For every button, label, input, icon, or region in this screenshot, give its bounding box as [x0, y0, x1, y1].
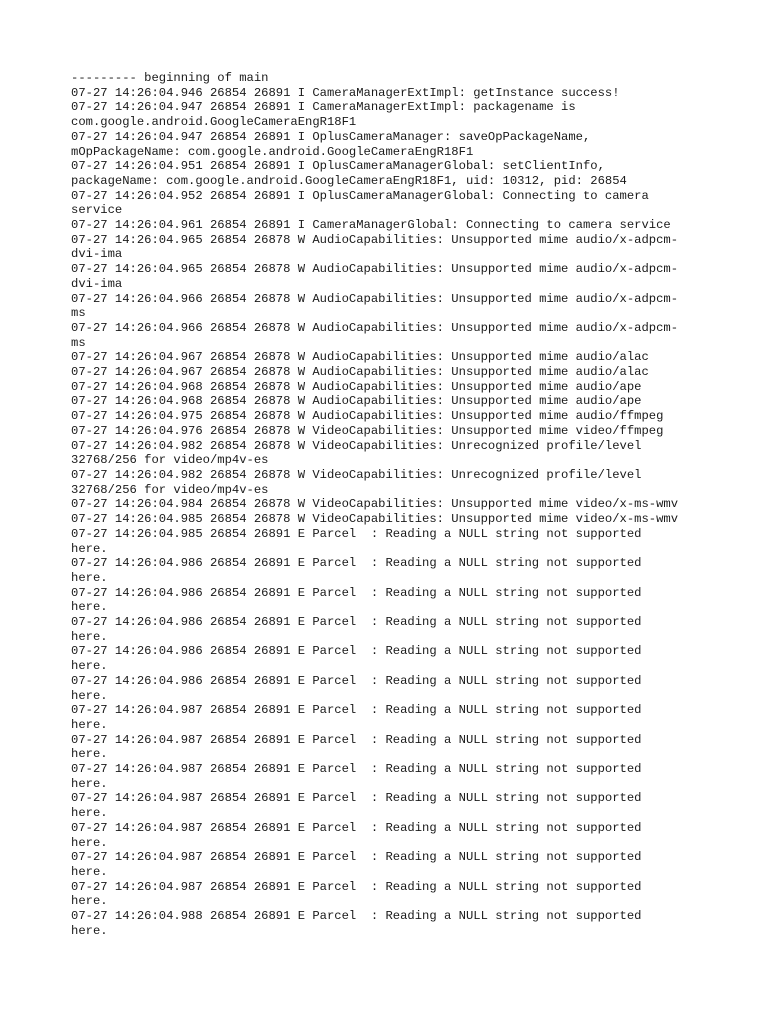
log-line: 07-27 14:26:04.976 26854 26878 W VideoCapabilities: Unsupported mime video/ffmpeg	[71, 423, 664, 438]
log-line: 07-27 14:26:04.951 26854 26891 I OplusCameraManagerGlobal: setClientInfo,	[71, 159, 605, 174]
log-line: here.	[71, 629, 108, 644]
log-line: here.	[71, 688, 108, 703]
log-line: 07-27 14:26:04.982 26854 26878 W VideoCapabilities: Unrecognized profile/level	[71, 438, 642, 453]
log-line: 07-27 14:26:04.967 26854 26878 W AudioCapabilities: Unsupported mime audio/alac	[71, 365, 649, 380]
log-line: 07-27 14:26:04.967 26854 26878 W AudioCapabilities: Unsupported mime audio/alac	[71, 350, 649, 365]
log-line: com.google.android.GoogleCameraEngR18F1	[71, 115, 357, 130]
log-line: 32768/256 for video/mp4v-es	[71, 482, 269, 497]
log-line: here.	[71, 894, 108, 909]
log-line: service	[71, 203, 123, 218]
log-line: 07-27 14:26:04.946 26854 26891 I CameraManagerExtImpl: getInstance success!	[71, 85, 620, 100]
log-line: --------- beginning of main	[71, 71, 269, 85]
log-line: ms	[71, 306, 86, 321]
log-line: 07-27 14:26:04.988 26854 26891 E Parcel : Reading a NULL string not supported	[71, 909, 642, 924]
log-line: 07-27 14:26:04.984 26854 26878 W VideoCapabilities: Unsupported mime video/x-ms-wmv	[71, 497, 679, 512]
log-line: mOpPackageName: com.google.android.GoogleCameraEngR18F1	[71, 144, 474, 159]
log-line: 07-27 14:26:04.986 26854 26891 E Parcel : Reading a NULL string not supported	[71, 585, 642, 600]
log-line: here.	[71, 570, 108, 585]
log-line: 07-27 14:26:04.987 26854 26891 E Parcel : Reading a NULL string not supported	[71, 762, 642, 777]
log-line: 07-27 14:26:04.982 26854 26878 W VideoCapabilities: Unrecognized profile/level	[71, 467, 642, 482]
log-line: 07-27 14:26:04.965 26854 26878 W AudioCapabilities: Unsupported mime audio/x-adpcm-	[71, 262, 679, 277]
log-line: here.	[71, 541, 108, 556]
log-line: 07-27 14:26:04.968 26854 26878 W AudioCapabilities: Unsupported mime audio/ape	[71, 394, 642, 409]
log-line: packageName: com.google.android.GoogleCameraEngR18F1, uid: 10312, pid: 26854	[71, 173, 627, 188]
log-line: 07-27 14:26:04.987 26854 26891 E Parcel : Reading a NULL string not supported	[71, 791, 642, 806]
log-line: 07-27 14:26:04.985 26854 26891 E Parcel : Reading a NULL string not supported	[71, 526, 642, 541]
log-line: here.	[71, 864, 108, 879]
log-line: 07-27 14:26:04.952 26854 26891 I OplusCameraManagerGlobal: Connecting to camera	[71, 188, 649, 203]
log-line: 07-27 14:26:04.986 26854 26891 E Parcel : Reading a NULL string not supported	[71, 644, 642, 659]
log-line: ms	[71, 335, 86, 350]
log-line: here.	[71, 659, 108, 674]
log-line: here.	[71, 717, 108, 732]
log-line: 07-27 14:26:04.975 26854 26878 W AudioCapabilities: Unsupported mime audio/ffmpeg	[71, 409, 664, 424]
log-line: 07-27 14:26:04.947 26854 26891 I OplusCameraManager: saveOpPackageName,	[71, 129, 591, 144]
log-line: here.	[71, 923, 108, 938]
log-line: 07-27 14:26:04.985 26854 26878 W VideoCapabilities: Unsupported mime video/x-ms-wmv	[71, 512, 679, 527]
log-line: here.	[71, 806, 108, 821]
log-line: 07-27 14:26:04.968 26854 26878 W AudioCapabilities: Unsupported mime audio/ape	[71, 379, 642, 394]
log-line: 07-27 14:26:04.987 26854 26891 E Parcel : Reading a NULL string not supported	[71, 850, 642, 865]
log-line: 07-27 14:26:04.986 26854 26891 E Parcel : Reading a NULL string not supported	[71, 615, 642, 630]
log-line: 07-27 14:26:04.987 26854 26891 E Parcel : Reading a NULL string not supported	[71, 879, 642, 894]
log-line: 32768/256 for video/mp4v-es	[71, 453, 269, 468]
log-line: 07-27 14:26:04.947 26854 26891 I CameraManagerExtImpl: packagename is	[71, 100, 576, 115]
log-line: here.	[71, 835, 108, 850]
log-line: 07-27 14:26:04.986 26854 26891 E Parcel : Reading a NULL string not supported	[71, 673, 642, 688]
log-line: 07-27 14:26:04.987 26854 26891 E Parcel : Reading a NULL string not supported	[71, 703, 642, 718]
log-line: 07-27 14:26:04.966 26854 26878 W AudioCapabilities: Unsupported mime audio/x-adpcm-	[71, 320, 679, 335]
log-document	[71, 71, 711, 938]
log-line: here.	[71, 747, 108, 762]
log-line: 07-27 14:26:04.987 26854 26891 E Parcel : Reading a NULL string not supported	[71, 820, 642, 835]
log-line: 07-27 14:26:04.986 26854 26891 E Parcel : Reading a NULL string not supported	[71, 556, 642, 571]
log-line: dvi-ima	[71, 276, 123, 291]
log-line: dvi-ima	[71, 247, 123, 262]
log-line: 07-27 14:26:04.961 26854 26891 I CameraManagerGlobal: Connecting to camera service	[71, 218, 671, 233]
log-line: 07-27 14:26:04.966 26854 26878 W AudioCapabilities: Unsupported mime audio/x-adpcm-	[71, 291, 679, 306]
log-line: here.	[71, 776, 108, 791]
log-line: 07-27 14:26:04.987 26854 26891 E Parcel : Reading a NULL string not supported	[71, 732, 642, 747]
log-body	[71, 71, 711, 938]
log-line: 07-27 14:26:04.965 26854 26878 W AudioCapabilities: Unsupported mime audio/x-adpcm-	[71, 232, 679, 247]
log-line: here.	[71, 600, 108, 615]
